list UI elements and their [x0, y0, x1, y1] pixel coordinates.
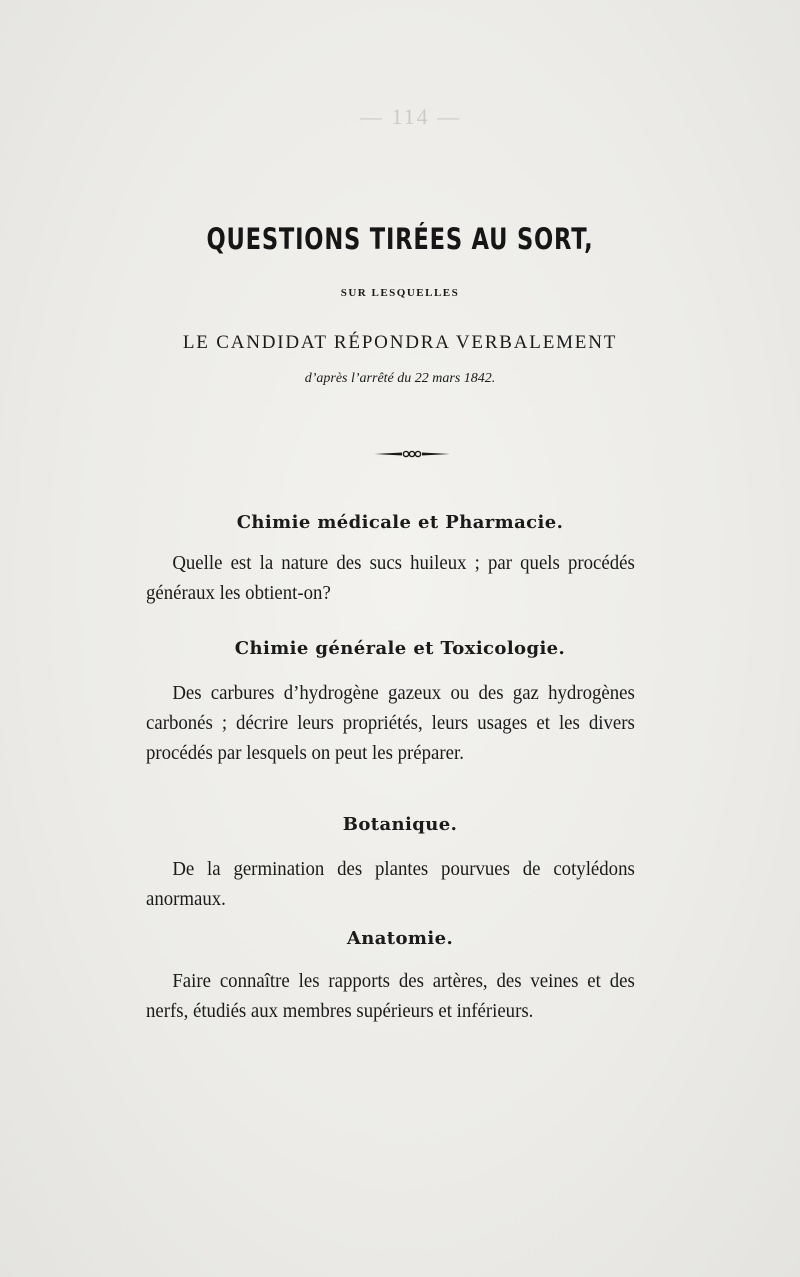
section-heading-botanique: Botanique.	[342, 814, 458, 835]
subtitle-small: SUR LESQUELLES	[340, 287, 460, 299]
document-title: QUESTIONS TIRÉES AU SORT,	[206, 222, 594, 256]
page-number: — 114 —	[360, 104, 462, 129]
section-text-botanique	[146, 854, 635, 914]
section-heading-chimie-medicale: Chimie médicale et Pharmacie.	[236, 512, 564, 533]
subtitle-date: d’après l’arrêté du 22 mars 1842.	[304, 371, 496, 386]
paragraph-text: Quelle est la nature des sucs huileux ; par quels procédés généraux les obtient-on?	[146, 552, 635, 604]
section-heading-chimie-generale: Chimie générale et Toxicologie.	[234, 638, 566, 659]
paragraph-text: De la germination des plantes pourvues de cotylédons anormaux.	[146, 858, 635, 910]
section-text-chimie-medicale	[146, 548, 635, 608]
paragraph-text: Des carbures d’hydrogène gazeux ou des gaz hydrogènes carbonés ; décrire leurs propriétés, leurs usages et les divers procédés par lesquels on peut les préparer.	[146, 682, 635, 764]
subtitle-main: LE CANDIDAT RÉPONDRA VERBALEMENT	[182, 332, 618, 353]
ornament-divider	[374, 448, 450, 460]
section-text-chimie-generale	[146, 678, 635, 768]
section-text-anatomie	[146, 966, 635, 1026]
section-heading-anatomie: Anatomie.	[346, 928, 454, 949]
paragraph-text: Faire connaître les rapports des artères, des veines et des nerfs, étudiés aux membres supérieurs et inférieurs.	[146, 970, 635, 1022]
